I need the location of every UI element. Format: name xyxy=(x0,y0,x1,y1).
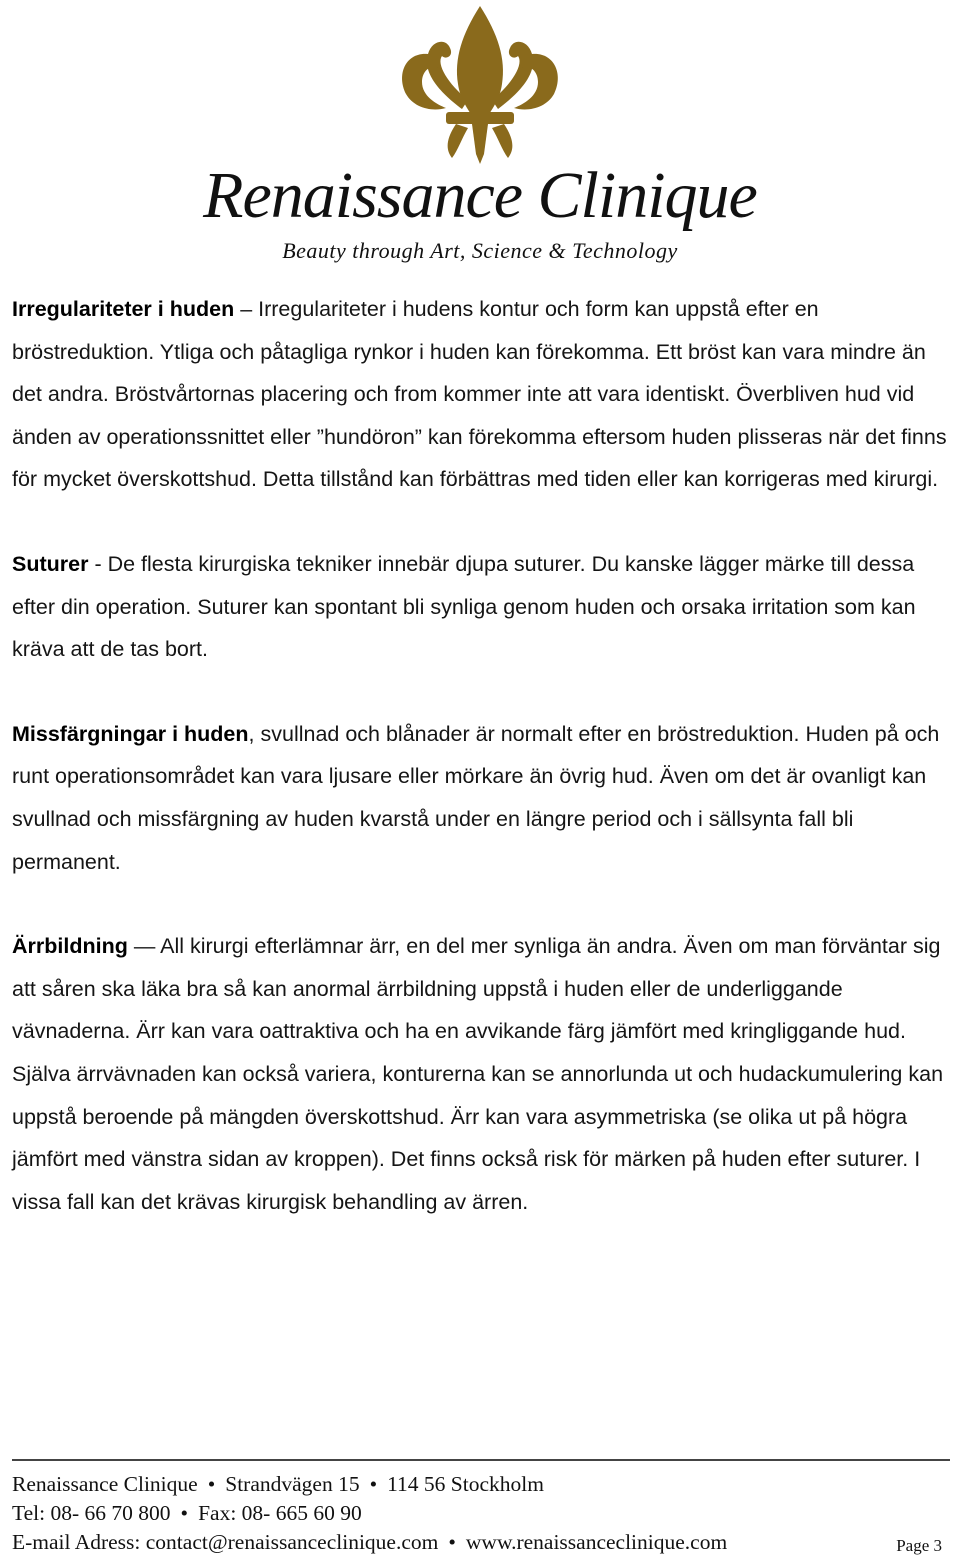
section-sutures xyxy=(12,543,948,671)
section-heading: Irregulariteter i huden xyxy=(12,297,235,321)
footer-address: Strandvägen 15 xyxy=(225,1472,360,1496)
heading-connector: , xyxy=(248,721,261,746)
section-scarring xyxy=(12,925,948,1223)
fleur-de-lis-icon xyxy=(392,4,568,166)
footer-clinic: Renaissance Clinique xyxy=(12,1472,198,1496)
page-footer xyxy=(12,1470,952,1557)
tagline: Beauty through Art, Science & Technology xyxy=(282,238,678,263)
footer-phone-line xyxy=(12,1499,952,1528)
section-heading: Ärrbildning xyxy=(12,934,128,959)
footer-postal: 114 56 Stockholm xyxy=(387,1472,544,1496)
section-heading: Suturer xyxy=(12,551,89,576)
page-number: Page 3 xyxy=(896,1536,942,1555)
heading-connector: - xyxy=(88,551,108,576)
section-heading: Missfärgningar i huden xyxy=(12,721,249,746)
footer-fax: Fax: 08- 665 60 90 xyxy=(198,1501,362,1525)
section-text: Irregulariteter i hudens kontur och form kan uppstå efter en bröstreduktion. Ytliga och påtagliga rynkor i huden kan förekomma. Ett bröst kan vara mindre än det andra. Bröstvårtornas placering och from kommer inte att vara identiskt. Överbliven hud vid änden av operationssnittet eller ”hundöron” kan förekomma eftersom huden plisseras när det finns för mycket överskottshud. Detta tillstånd kan förbättras med tiden eller kan korrigeras med kirurgi. xyxy=(12,297,947,492)
section-discoloration xyxy=(12,713,948,883)
section-text: svullnad och blånader är normalt efter en bröstreduktion. Huden på och runt operationsområdet kan vara ljusare eller mörkare än övrig hud. Även om det är ovanligt kan svullnad och missfärgning av huden kvarstå under en längre period och i sällsynta fall bli permanent. xyxy=(12,721,940,874)
letterhead xyxy=(0,0,960,275)
document-body xyxy=(12,288,948,1265)
footer-tel: Tel: 08- 66 70 800 xyxy=(12,1501,171,1525)
bullet-separator: • xyxy=(207,1472,216,1496)
section-irregularities xyxy=(12,288,948,501)
footer-contact-line xyxy=(12,1528,952,1557)
section-text: All kirurgi efterlämnar ärr, en del mer synliga än andra. Även om man förväntar sig att såren ska läka bra så kan anormal ärrbildning uppstå i huden eller de underliggande vävnaderna. Ärr kan vara oattraktiva och ha en avvikande färg jämfört med kringliggande hud. Själva ärrvävnaden kan också variera, konturerna kan se annorlunda ut och hudackumulering kan uppstå beroende på mängden överskottshud. Ärr kan vara asymmetriska (se olika ut på högra jämfört med vänstra sidan av kroppen). Det finns också risk för märken på huden efter suturer. I vissa fall kan det krävas kirurgisk behandling av ärren. xyxy=(12,934,944,1214)
footer-address-line xyxy=(12,1470,952,1499)
heading-connector: – xyxy=(234,297,259,321)
heading-connector: — xyxy=(127,934,161,959)
brand-name: Renaissance Clinique xyxy=(203,159,757,232)
bullet-separator: • xyxy=(448,1530,456,1554)
bullet-separator: • xyxy=(180,1501,189,1525)
footer-website[interactable]: www.renaissanceclinique.com xyxy=(465,1530,728,1554)
section-text: De flesta kirurgiska tekniker innebär djupa suturer. Du kanske lägger märke till dessa efter din operation. Suturer kan spontant bli synliga genom huden och orsaka irritation som kan kräva att de tas bort. xyxy=(12,551,916,662)
bullet-separator: • xyxy=(369,1472,378,1496)
footer-email[interactable]: E-mail Adress: contact@renaissanceclinique.com xyxy=(12,1530,439,1554)
footer-divider xyxy=(12,1459,950,1461)
